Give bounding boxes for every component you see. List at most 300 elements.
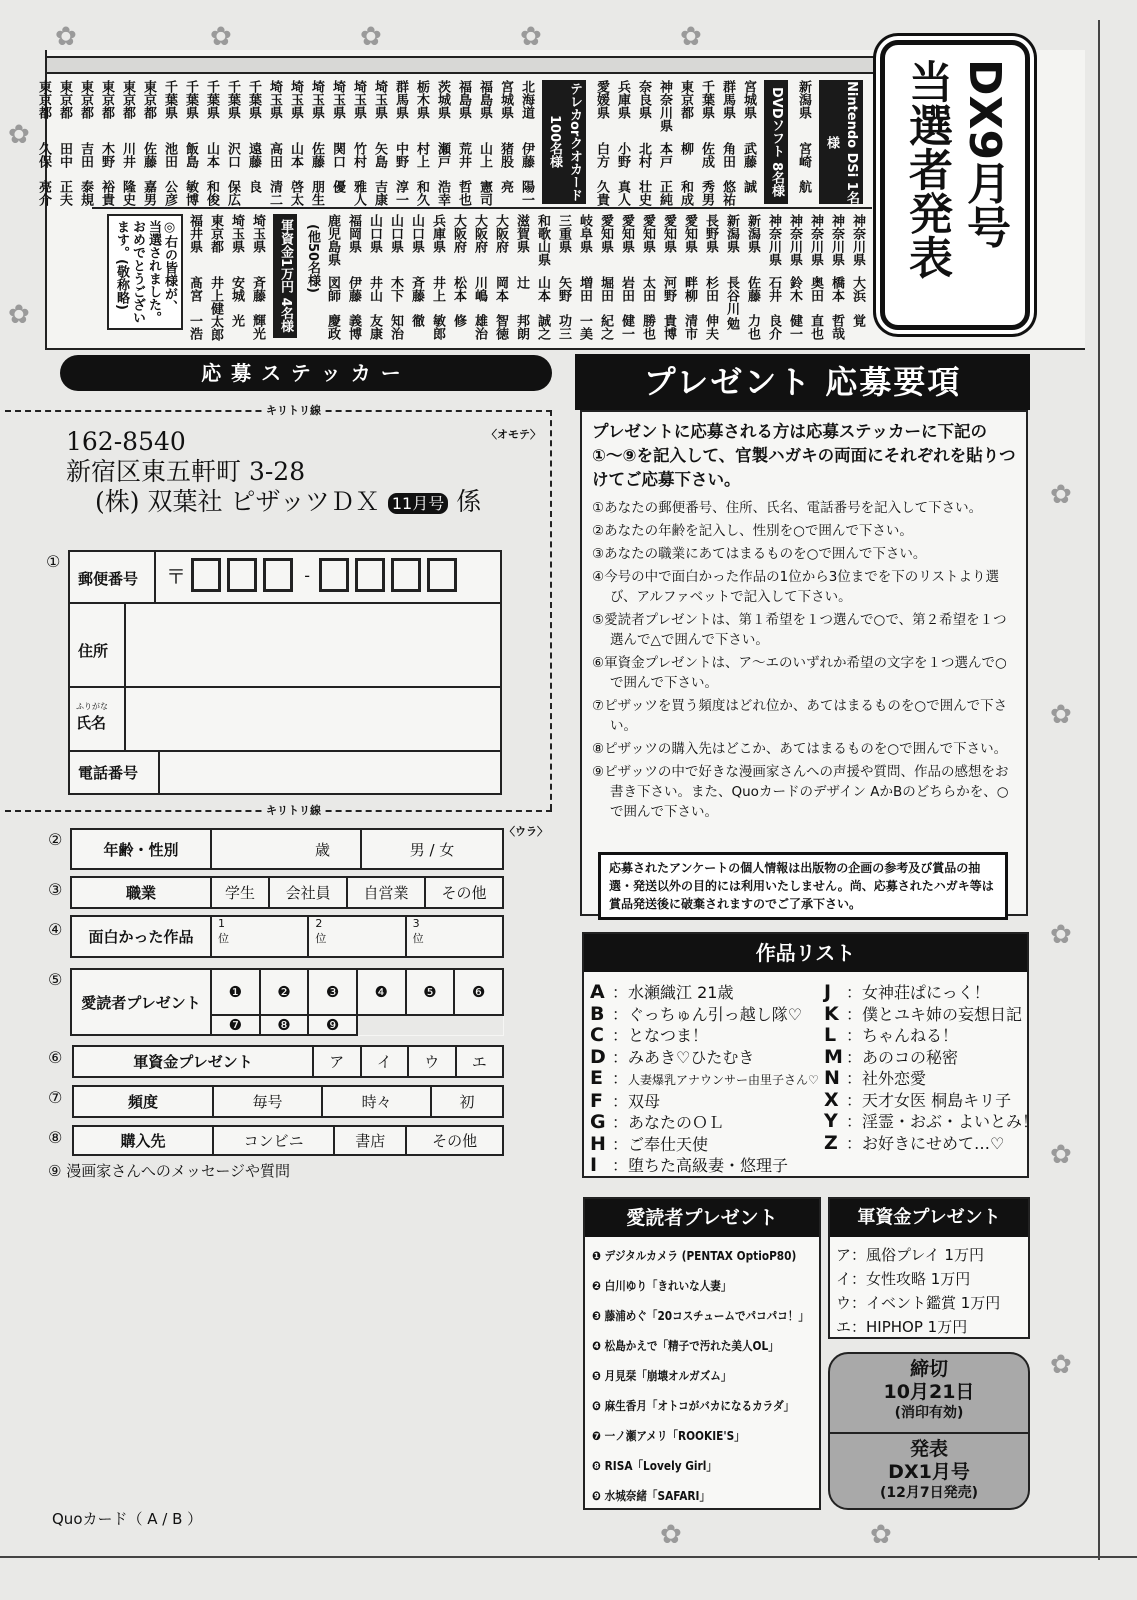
- flower-decoration: [1050, 1140, 1072, 1170]
- reader-option[interactable]: ❻: [454, 969, 503, 1015]
- winner-entry: [848, 214, 867, 327]
- winner-prefecture: 埼玉県: [229, 214, 244, 253]
- winner-surname: 斉藤: [250, 276, 265, 302]
- winner-surname: 小野: [615, 142, 630, 168]
- furigana: ふりがな: [76, 702, 108, 711]
- winner-entry: [412, 80, 431, 206]
- work-separator: ：: [612, 1026, 629, 1045]
- winner-given-name: 淳一: [393, 180, 408, 206]
- winner-surname: 井上健太郎: [208, 276, 223, 341]
- winner-prefecture: 福岡県: [346, 214, 361, 253]
- work-separator: ：: [846, 983, 863, 1002]
- prize-group: [323, 214, 867, 340]
- reader-option[interactable]: ❹: [357, 969, 406, 1015]
- reader-option[interactable]: ❸: [308, 969, 357, 1015]
- winner-given-name: 優: [330, 180, 345, 193]
- winner-entry: [764, 214, 783, 340]
- work-title: 堕ちた高級妻・悠理子: [628, 1156, 789, 1175]
- winner-surname: 松本: [451, 276, 466, 302]
- work-title: 女神荘ぱにっく！: [862, 983, 990, 1002]
- winner-entry: [160, 80, 179, 206]
- winner-entry: [512, 214, 531, 340]
- winner-prefecture: 埼玉県: [330, 80, 345, 119]
- winner-entry: [491, 214, 510, 340]
- winner-given-name: 哲也: [456, 180, 471, 206]
- age-gender-row: [70, 828, 504, 870]
- winner-entry: [227, 214, 246, 327]
- winner-prefecture: 鹿児島県: [325, 214, 340, 266]
- flower-decoration: [8, 120, 30, 150]
- flower-decoration: [1050, 700, 1072, 730]
- winner-surname: 遠藤: [246, 142, 261, 168]
- reader-present-item: ❹ 松島かえで「精子で汚れた美人OL」: [592, 1339, 779, 1353]
- job-option[interactable]: その他: [425, 877, 503, 908]
- reader-present-row: [70, 968, 504, 1036]
- winner-entry: [517, 80, 536, 206]
- instruction-list: [592, 498, 1016, 822]
- winner-given-name: 一美: [577, 314, 592, 340]
- winner-given-name: 慶政: [325, 314, 340, 340]
- favorite-label: 面白かった作品: [71, 916, 211, 957]
- winner-surname: 川嶋: [472, 276, 487, 302]
- works-list: [582, 932, 1039, 1178]
- section-number: ①: [46, 552, 61, 571]
- winner-surname: 飯島: [183, 142, 198, 168]
- winner-prefecture: 神奈川県: [766, 214, 781, 266]
- frequency-label: 頻度: [73, 1086, 213, 1117]
- winner-surname: 岩田: [619, 276, 634, 302]
- winner-given-name: 智徳: [493, 314, 508, 340]
- winner-given-name: 覚: [850, 314, 865, 327]
- work-letter: X: [824, 1088, 839, 1111]
- winner-given-name: 知治: [388, 314, 403, 340]
- winner-prefecture: 埼玉県: [309, 80, 324, 119]
- winner-prefecture: 埼玉県: [372, 80, 387, 119]
- work-separator: ：: [612, 1091, 629, 1111]
- instruction-item: ⑤愛読者プレゼントは、第１希望を１つ選んで○で、第２希望を１つ選んで△で囲んで下さい。: [592, 612, 1007, 648]
- winner-entry: [449, 214, 468, 327]
- work-letter: G: [590, 1111, 606, 1133]
- flower-decoration: [1050, 920, 1072, 950]
- winner-entry: [323, 214, 342, 340]
- winner-surname: 本戸: [657, 142, 672, 168]
- work-title: 水瀬織江 21歳: [628, 983, 734, 1002]
- reader-present-item: ❻ 麻生香月「オトコがバカになるカラダ」: [592, 1399, 795, 1413]
- winner-surname: 岡本: [493, 276, 508, 302]
- winner-prefecture: 愛知県: [640, 214, 655, 253]
- winner-given-name: 泰規: [78, 180, 93, 206]
- winner-given-name: 嘉男: [141, 180, 156, 206]
- winner-given-name: 功三: [556, 314, 571, 340]
- prize-group: [185, 214, 301, 343]
- section-number: ⑥: [48, 1048, 63, 1067]
- winner-surname: 石井: [766, 276, 781, 302]
- reader-present-item: ❽ RISA「Lovely Girl」: [592, 1459, 717, 1473]
- reader-present-item: ❷ 白川ゆり「きれいな人妻」: [592, 1279, 732, 1293]
- work-item: [824, 1047, 1038, 1069]
- winner-prefecture: 千葉県: [183, 80, 198, 119]
- winner-entry: [365, 214, 384, 340]
- deadline-date: 10月21日: [883, 1381, 975, 1403]
- winner-given-name: 和久: [414, 180, 429, 206]
- work-title: となつま！: [628, 1026, 709, 1045]
- reader-option[interactable]: ❶: [211, 969, 260, 1015]
- back-tag: 〈ウラ〉: [504, 825, 548, 838]
- winner-surname: 池田: [162, 142, 177, 168]
- rank-3-field[interactable]: [406, 916, 503, 957]
- winner-given-name: 勉: [724, 317, 739, 330]
- reader-present-item: ❾ 水城奈緒「SAFARI」: [592, 1489, 711, 1503]
- prize-group: [34, 80, 590, 206]
- postal-code-field[interactable]: [156, 552, 500, 604]
- fund-present-item: イ：女性攻略 1万円: [836, 1270, 971, 1288]
- winner-given-name: 航: [796, 180, 811, 193]
- frequency-option[interactable]: 初: [431, 1086, 503, 1117]
- winner-given-name: 和俊: [204, 180, 219, 206]
- fund-option[interactable]: ウ: [408, 1046, 456, 1077]
- winners-notice: ◎右の皆様が、当選されました。おめでとうございます。(敬称略): [107, 214, 183, 330]
- winner-given-name: 雅人: [351, 180, 366, 206]
- winner-surname: 木野: [99, 142, 114, 168]
- winner-prefecture: 兵庫県: [615, 80, 630, 119]
- winner-entry: [718, 80, 737, 206]
- reader-option[interactable]: ❷: [260, 969, 309, 1015]
- work-title: 双母: [628, 1091, 661, 1111]
- winner-given-name: 亮: [498, 180, 513, 193]
- winner-prefecture: 宮城県: [741, 80, 756, 119]
- reader-present-label: 愛読者プレゼント: [71, 969, 211, 1035]
- work-separator: ：: [612, 1004, 629, 1024]
- winner-surname: 柳: [678, 142, 693, 155]
- winner-prefecture: 愛知県: [661, 214, 676, 253]
- winner-surname: 関口: [330, 142, 345, 168]
- winner-surname: 山上: [477, 142, 492, 168]
- section-number: ⑦: [48, 1088, 63, 1107]
- work-letter: E: [590, 1067, 603, 1089]
- winner-prefecture: 神奈川県: [657, 80, 672, 132]
- winner-given-name: 和成: [678, 180, 693, 206]
- winner-prefecture: 和歌山県: [535, 214, 550, 266]
- reader-option[interactable]: ❼: [211, 1015, 260, 1035]
- instruction-item: ⑥軍資金プレゼントは、ア〜エのいずれか希望の文字を１つ選んで○で囲んで下さい。: [592, 655, 1007, 691]
- work-title: あなたのＯＬ: [628, 1113, 725, 1132]
- quo-card-choice[interactable]: Quoカード（ A / B ）: [52, 1510, 203, 1528]
- winners-bottom-row: [87, 214, 867, 343]
- work-letter: A: [590, 981, 605, 1003]
- reader-option[interactable]: ❺: [406, 969, 455, 1015]
- fund-option[interactable]: エ: [456, 1046, 504, 1077]
- winner-entry: [739, 80, 758, 193]
- work-item: [590, 1047, 819, 1069]
- winner-prefecture: 神奈川県: [829, 214, 844, 266]
- winner-surname: 山本: [204, 142, 219, 168]
- flower-decoration: [210, 22, 232, 52]
- prize-group: [794, 80, 867, 204]
- work-separator: ：: [612, 1069, 629, 1088]
- reader-option[interactable]: ❽: [260, 1015, 309, 1035]
- cut-line-label: キリトリ線: [262, 402, 325, 418]
- flower-decoration: [870, 1520, 892, 1550]
- recipient: [95, 486, 481, 519]
- winner-prefecture: 埼玉県: [288, 80, 303, 119]
- winner-entry: [575, 214, 594, 340]
- postal-dash: -: [304, 565, 310, 585]
- address-label: [70, 604, 126, 688]
- deadline-label: 締切: [909, 1358, 948, 1380]
- deadline-note: (消印有効): [894, 1405, 964, 1421]
- winner-entry: [223, 80, 242, 206]
- winner-entry: [202, 80, 221, 206]
- winner-entry: [344, 214, 363, 340]
- work-letter: N: [824, 1067, 840, 1089]
- winner-surname: 堀田: [598, 276, 613, 302]
- winner-given-name: 裕貴: [99, 180, 114, 206]
- work-item: [590, 982, 819, 1004]
- winner-entry: [701, 214, 720, 340]
- winners-divider: [92, 207, 872, 209]
- fund-present-item: ア：風俗プレイ 1万円: [836, 1246, 984, 1264]
- winner-given-name: 正純: [657, 180, 672, 206]
- work-letter: K: [824, 1002, 839, 1025]
- winner-prefecture: 東京都: [36, 80, 51, 119]
- works-title: 作品リスト: [584, 934, 1027, 972]
- winner-entry: [496, 80, 515, 193]
- winner-given-name: 隆史: [120, 180, 135, 206]
- winner-surname: 高田: [267, 142, 282, 168]
- work-separator: ：: [612, 1156, 629, 1175]
- rank-2-field[interactable]: [308, 916, 405, 957]
- winner-prefecture: 滋賀県: [514, 214, 529, 253]
- section-number: ②: [48, 830, 63, 849]
- winner-given-name: 壮史: [636, 180, 651, 206]
- work-title: 天才女医 桐島キリ子: [862, 1090, 1012, 1110]
- winner-surname: 久保: [36, 142, 51, 168]
- winner-entry: [181, 80, 200, 206]
- shop-option[interactable]: 書店: [334, 1126, 406, 1155]
- winner-given-name: 光: [229, 314, 244, 327]
- winner-entry: [655, 80, 674, 206]
- work-separator: ：: [612, 1047, 629, 1067]
- fund-present-row: [72, 1045, 504, 1078]
- instruction-item: ⑦ピザッツを買う頻度はどれ位か、あてはまるものを○で囲んで下さい。: [592, 698, 1008, 734]
- winner-entry: [794, 80, 813, 193]
- shop-option[interactable]: コンビニ: [213, 1126, 334, 1155]
- winner-prefecture: 東京都: [99, 80, 114, 119]
- fund-present-label: 軍資金プレゼント: [73, 1046, 313, 1077]
- winner-surname: 井上: [430, 276, 445, 302]
- reader-option[interactable]: ❾: [308, 1015, 357, 1035]
- name-label: [70, 688, 126, 752]
- winner-prefecture: 千葉県: [246, 80, 261, 119]
- prize-label: 軍資金1万円 4名様: [273, 214, 297, 338]
- announce-date: (12月7日発売): [879, 1485, 979, 1501]
- winner-given-name: 朋生: [309, 180, 324, 206]
- winner-prefecture: 愛知県: [619, 214, 634, 253]
- age-field[interactable]: [211, 829, 361, 869]
- flower-decoration: [680, 22, 702, 52]
- winner-entry: [806, 214, 825, 340]
- work-item: [590, 1068, 819, 1091]
- work-letter: B: [590, 1002, 605, 1025]
- winner-surname: 斉藤: [409, 276, 424, 302]
- winner-entry: [286, 80, 305, 206]
- winner-entry: [407, 214, 426, 327]
- winner-entry: [391, 80, 410, 206]
- winner-surname: 佐成: [699, 142, 714, 168]
- digit-box[interactable]: [355, 558, 385, 592]
- winner-prefecture: 福井県: [187, 214, 202, 253]
- winner-entry: [634, 80, 653, 206]
- work-letter: H: [590, 1132, 606, 1155]
- message-field[interactable]: [60, 1185, 520, 1500]
- work-item: [824, 1025, 1038, 1047]
- winner-entry: [55, 80, 74, 206]
- shop-label: 購入先: [73, 1126, 213, 1155]
- winner-given-name: 久貴: [594, 180, 609, 206]
- winner-surname: 猪股: [498, 142, 513, 168]
- winner-prefecture: 新潟県: [796, 80, 811, 119]
- flower-decoration: [55, 22, 77, 52]
- job-option[interactable]: 学生: [211, 877, 269, 908]
- label: 電話番号: [78, 764, 139, 782]
- winner-surname: 吉田: [78, 142, 93, 168]
- winner-given-name: 啓太: [288, 180, 303, 206]
- winner-prefecture: 神奈川県: [787, 214, 802, 266]
- fund-present-item: ウ：イベント鑑賞 1万円: [836, 1294, 1001, 1312]
- winner-given-name: 良介: [766, 314, 781, 340]
- winner-prefecture: 東京都: [141, 80, 156, 119]
- digit-box[interactable]: [391, 558, 421, 592]
- winner-surname: 矢野: [556, 276, 571, 302]
- digit-box[interactable]: [427, 558, 457, 592]
- recipient-name: (株) 双葉社 ピザッツＤＸ: [95, 487, 380, 516]
- recipient-suffix: 係: [456, 487, 482, 516]
- winner-given-name: 良: [246, 180, 261, 193]
- work-separator: ：: [612, 983, 629, 1002]
- page-frame: [0, 1556, 1137, 1558]
- label: 氏名: [76, 714, 107, 732]
- winner-given-name: 邦朗: [514, 314, 529, 340]
- reader-present-title: 愛読者プレゼント: [585, 1199, 819, 1237]
- instruction-item: ⑧ピザッツの購入先はどこか、あてはまるものを○で囲んで下さい。: [592, 741, 1008, 757]
- rank-1-field[interactable]: [211, 916, 308, 957]
- age-unit: 歳: [314, 840, 330, 859]
- winner-given-name: 悠祐: [720, 180, 735, 206]
- address-field[interactable]: [126, 604, 500, 688]
- winner-entry: [554, 214, 573, 340]
- others-note: (他50名様): [305, 224, 320, 293]
- winner-entry: [328, 80, 347, 193]
- winner-prefecture: 大阪府: [451, 214, 466, 253]
- winners-title-main: DX9月号: [959, 59, 1010, 249]
- page-frame: [1098, 20, 1100, 1560]
- winner-prefecture: 群馬県: [720, 80, 735, 119]
- phone-field[interactable]: [160, 752, 500, 793]
- frequency-option[interactable]: 時々: [322, 1086, 431, 1117]
- work-letter: Z: [824, 1131, 838, 1154]
- winner-entry: [34, 80, 53, 206]
- winner-given-name: 修: [451, 314, 466, 327]
- winner-entry: [617, 214, 636, 340]
- winner-entry: [613, 80, 632, 206]
- winner-entry: [118, 80, 137, 206]
- work-item: [824, 1004, 1038, 1026]
- job-row: [70, 876, 504, 909]
- cut-line: [550, 410, 552, 810]
- work-item: [590, 1025, 819, 1047]
- section-number: ④: [48, 920, 63, 939]
- job-option[interactable]: 会社員: [269, 877, 347, 908]
- winner-given-name: 義博: [346, 314, 361, 340]
- work-item: [590, 1155, 819, 1177]
- work-item: [824, 982, 1038, 1004]
- winner-given-name: 輝光: [250, 314, 265, 340]
- winner-given-name: 清市: [682, 314, 697, 340]
- work-title: あのコの秘密: [862, 1047, 959, 1067]
- winner-prefecture: 茨城県: [435, 80, 450, 119]
- winner-surname: 長谷川: [724, 276, 739, 315]
- winner-surname: 佐藤: [309, 142, 324, 168]
- announce-issue: DX1月号: [888, 1461, 970, 1483]
- guide-intro: プレゼントに応募される方は応募ステッカーに下記の①〜⑨を記入して、官製ハガキの両面にそれぞれを貼りつけてご応募下さい。: [592, 422, 1016, 489]
- digit-box[interactable]: [319, 558, 349, 592]
- rank-label: 1位: [218, 917, 229, 945]
- winner-given-name: 紀之: [598, 314, 613, 340]
- frequency-option[interactable]: 毎号: [213, 1086, 322, 1117]
- job-option[interactable]: 自営業: [347, 877, 425, 908]
- flower-decoration: [1050, 480, 1072, 510]
- winner-entry: [638, 214, 657, 340]
- winner-entry: [470, 214, 489, 340]
- reader-present-item: ❶ デジタルカメラ (PENTAX OptioP80): [592, 1249, 797, 1263]
- works-column: [590, 982, 819, 1177]
- winner-entry: [433, 80, 452, 206]
- winner-surname: 井山: [367, 276, 382, 302]
- favorite-works-row: [70, 915, 504, 958]
- section-number: ③: [48, 880, 63, 899]
- shop-option[interactable]: その他: [406, 1126, 503, 1155]
- fund-option[interactable]: イ: [361, 1046, 409, 1077]
- empty-cell: [357, 1015, 503, 1035]
- reader-present-item: ❺ 月見栞「崩壊オルガズム」: [592, 1369, 732, 1383]
- gender-choice[interactable]: 男 / 女: [361, 829, 503, 869]
- flower-decoration: [1050, 1350, 1072, 1380]
- digit-box[interactable]: [227, 558, 257, 592]
- work-item: [590, 1134, 819, 1156]
- instruction-item: ④今号の中で面白かった作品の1位から3位までを下のリストより選び、アルファベットで記入して下さい。: [592, 569, 1000, 605]
- digit-box[interactable]: [191, 558, 221, 592]
- age-label: 年齢・性別: [71, 829, 211, 869]
- winner-given-name: 清二: [267, 180, 282, 206]
- winner-entry: [454, 80, 473, 206]
- name-field[interactable]: [126, 688, 500, 752]
- work-letter: I: [590, 1154, 598, 1176]
- work-separator: ：: [846, 1133, 863, 1153]
- winner-surname: 畔柳: [682, 276, 697, 302]
- winner-given-name: 直也: [808, 314, 823, 340]
- digit-box[interactable]: [263, 558, 293, 592]
- winner-surname: 大浜: [850, 276, 865, 302]
- work-letter: L: [824, 1024, 837, 1046]
- winner-prefecture: 奈良県: [636, 80, 651, 119]
- winner-prefecture: 山口県: [388, 214, 403, 253]
- privacy-notice: 応募されたアンケートの個人情報は出版物の企画の参考及び賞品の抽選・発送以外の目的には利用いたしません。尚、応募されたハガキ等は賞品発送後に破棄されますのでご了承下さい。: [598, 852, 1008, 920]
- winner-prefecture: 埼玉県: [351, 80, 366, 119]
- label: 郵便番号: [78, 570, 139, 588]
- winner-surname: 宮崎: [796, 142, 811, 168]
- announce-label: 発表: [909, 1438, 948, 1460]
- fund-option[interactable]: ア: [313, 1046, 361, 1077]
